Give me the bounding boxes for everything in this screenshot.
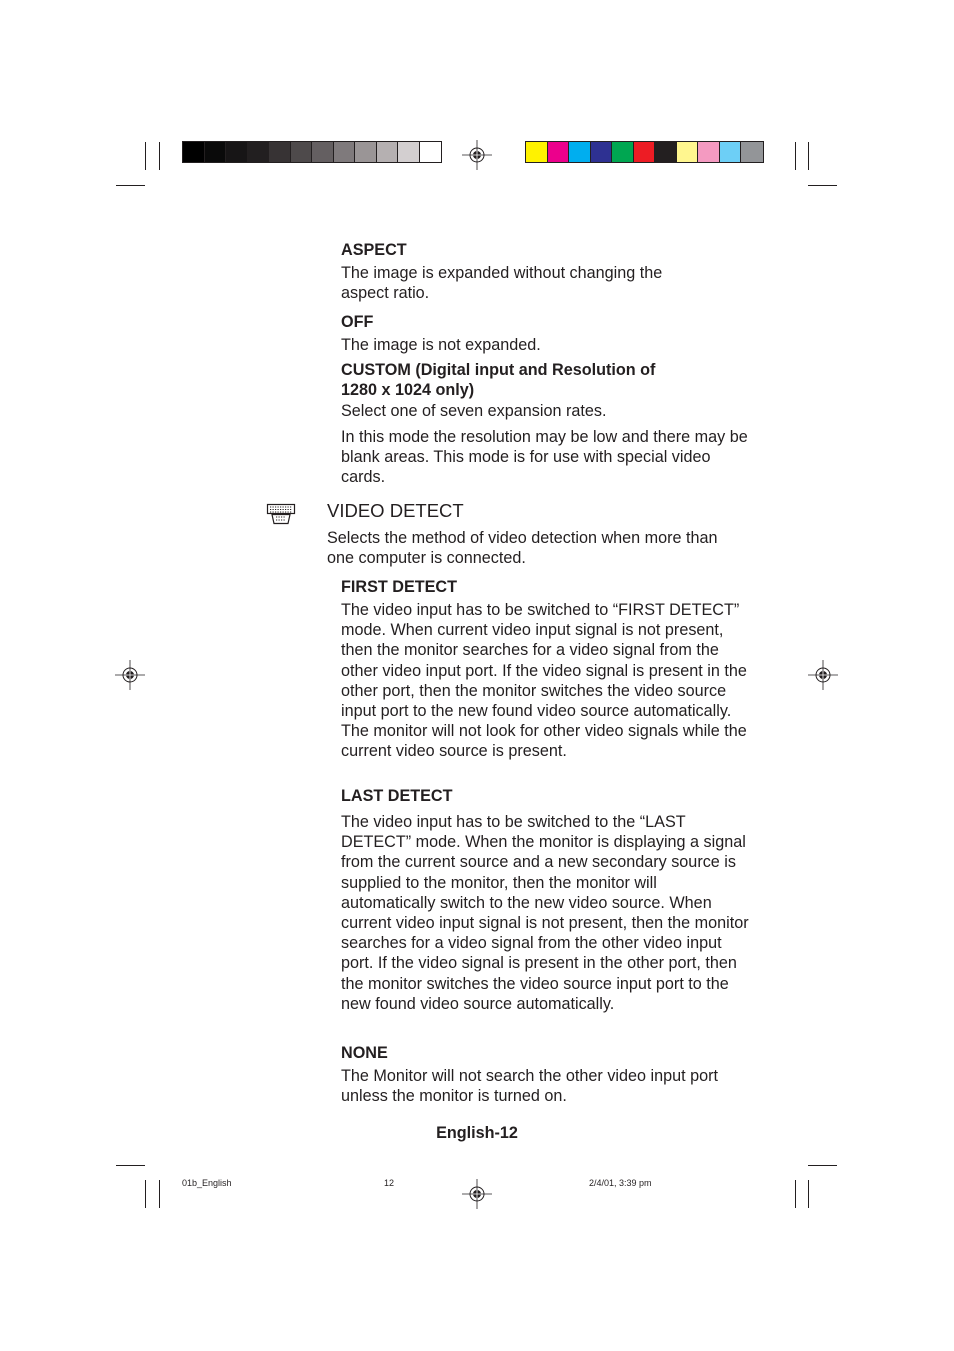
color-swatch bbox=[526, 142, 548, 162]
last-detect-text: The video input has to be switched to the “LAST DETECT” mode. When the monitor is displaying a signal from the current source and a new secondary source is supplied to the monitor, then the monitor will automatically switch to the new video source. When current video input signal is not present, then the monitor searches for a video signal from the other video input port. If the video signal is present in the other port, then the monitor switches the video source input port to the new found video source automatically. bbox=[341, 813, 749, 1013]
off-text: The image is not expanded. bbox=[341, 336, 541, 354]
color-swatch bbox=[377, 142, 399, 162]
color-swatch bbox=[355, 142, 377, 162]
first-detect-heading: FIRST DETECT bbox=[341, 578, 458, 596]
color-swatch bbox=[655, 142, 677, 162]
color-swatch bbox=[420, 142, 442, 162]
video-detect-icon bbox=[266, 503, 296, 525]
aspect-text: The image is expanded without changing the aspect ratio. bbox=[341, 264, 663, 303]
video-detect-text: Selects the method of video detection when more than one computer is connected. bbox=[327, 529, 718, 568]
off-heading: OFF bbox=[341, 313, 374, 331]
first-detect-text: The video input has to be switched to “FIRST DETECT” mode. When current video input signal is not present, then the monitor searches for a video signal from the other video input port. If the video signal is present in the other port, then the monitor switches the video source input port to the new found video source automatically. The monitor will not look for other video signals while the current video source is present. bbox=[341, 601, 747, 761]
color-swatch bbox=[677, 142, 699, 162]
registration-mark-icon bbox=[462, 1179, 492, 1209]
custom-note: In this mode the resolution may be low and there may be blank areas. This mode is for use with special video cards. bbox=[341, 428, 748, 487]
custom-heading: CUSTOM (Digital input and Resolution of 1280 x 1024 only) bbox=[341, 361, 656, 400]
color-swatch bbox=[269, 142, 291, 162]
none-heading: NONE bbox=[341, 1044, 388, 1062]
registration-mark-icon bbox=[808, 660, 838, 690]
slug-timestamp: 2/4/01, 3:39 pm bbox=[589, 1178, 652, 1188]
color-swatch bbox=[591, 142, 613, 162]
color-swatch bbox=[741, 142, 763, 162]
page-number: English-12 bbox=[436, 1124, 518, 1142]
color-swatch bbox=[634, 142, 656, 162]
aspect-heading: ASPECT bbox=[341, 241, 407, 259]
slug-file-name: 01b_English bbox=[182, 1178, 232, 1188]
grayscale-color-bar bbox=[182, 141, 442, 163]
color-swatch bbox=[720, 142, 742, 162]
process-color-bar bbox=[525, 141, 764, 163]
none-text: The Monitor will not search the other video input port unless the monitor is turned on. bbox=[341, 1067, 719, 1106]
color-swatch bbox=[398, 142, 420, 162]
color-swatch bbox=[183, 142, 205, 162]
color-swatch bbox=[312, 142, 334, 162]
color-swatch bbox=[548, 142, 570, 162]
color-swatch bbox=[698, 142, 720, 162]
last-detect-heading: LAST DETECT bbox=[341, 787, 453, 805]
color-swatch bbox=[612, 142, 634, 162]
color-swatch bbox=[569, 142, 591, 162]
registration-mark-icon bbox=[115, 660, 145, 690]
color-swatch bbox=[248, 142, 270, 162]
slug-page-number: 12 bbox=[384, 1178, 395, 1188]
color-swatch bbox=[205, 142, 227, 162]
color-swatch bbox=[334, 142, 356, 162]
video-detect-title: VIDEO DETECT bbox=[327, 500, 464, 521]
registration-mark-icon bbox=[462, 140, 492, 170]
custom-text: Select one of seven expansion rates. bbox=[341, 402, 607, 420]
color-swatch bbox=[226, 142, 248, 162]
color-swatch bbox=[291, 142, 313, 162]
